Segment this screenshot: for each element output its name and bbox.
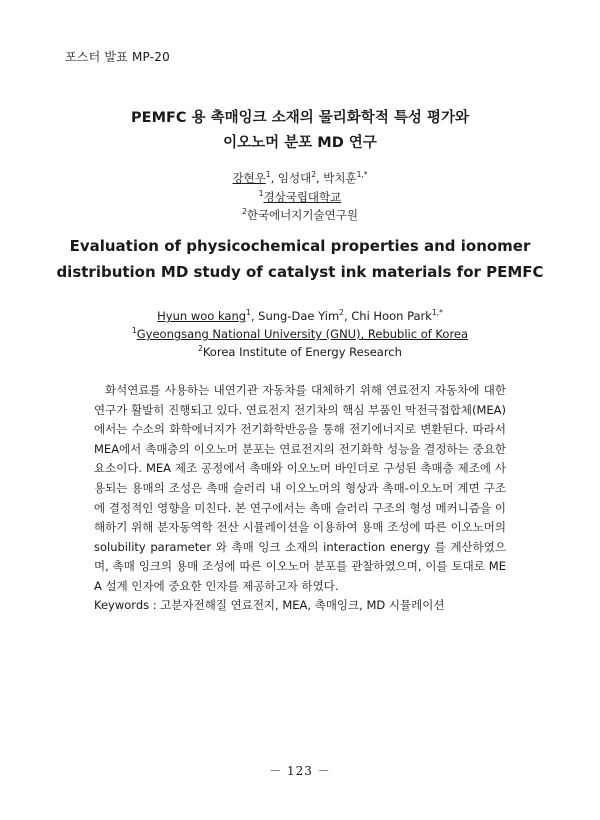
korean-author-1: 강현우 <box>232 171 266 185</box>
korean-author-3: 박치훈 <box>323 171 357 185</box>
english-affiliation-1-sup: 1 <box>131 326 137 336</box>
korean-affiliation-1-text: 경상국립대학교 <box>263 190 342 204</box>
abstract-body: 화석연료를 사용하는 내연기관 자동차를 대체하기 위해 연료전지 자동차에 대한 연구가 활발히 진행되고 있다. 연료전지 전기차의 핵심 부품인 막전극접합체(MEA)에서는 수소의 화학에너지가 전기화학반응을 통해 전기에너지로 변환된다. 따라서 MEA에서 촉매층의 이오노머 분포는 연료전지의 전기화학 성능을 결정하는 중요한 요소이다. MEA 제조 공정에서 촉매와 이오노머 바인더로 구성된 촉매층 제조에 사용되는 용매의 조성은 촉매 슬러리 내 이오노머의 형상과 촉매-이오노머 계면 구조에 결정적인 영향을 미친다. 본 연구에서는 촉매 슬러리 구조의 형성 메커니즘을 이해하기 위해 분자동역학 전산 시뮬레이션을 이용하여 용매 조성에 따른 이오노머의 solubility parameter 와 촉매 잉크 소재의 interaction energy 를 계산하였으며, 촉매 잉크의 용매 조성에 따른 이오노머 분포를 관찰하였으며, 이를 토대로 MEA 설계 인자에 중요한 인자를 제공하고자 하였다. <box>94 383 506 593</box>
english-author-1-sup: 1 <box>246 308 251 318</box>
english-author-3-sup: 1,* <box>431 308 443 318</box>
korean-title-line2: 이오노머 분포 MD 연구 <box>223 135 377 151</box>
english-affiliation-2 <box>0 345 600 359</box>
keywords: Keywords : 고분자전해질 연료전지, MEA, 촉매잉크, MD 시뮬레이션 <box>94 598 445 612</box>
english-affiliation-2-sup: 2 <box>198 344 203 354</box>
english-author-3: Chi Hoon Park <box>351 309 432 323</box>
english-author-2-sup: 2 <box>339 308 344 318</box>
author-separator: , <box>250 309 259 323</box>
english-affiliation-1-text: Gyeongsang National University (GNU), Rebublic of Korea <box>136 327 469 341</box>
korean-affiliation-1-sup: 1 <box>258 189 264 199</box>
korean-affiliation-2-text: 한국에너지기술연구원 <box>246 208 358 222</box>
english-authors <box>0 309 600 323</box>
korean-author-3-sup: 1,* <box>356 170 368 180</box>
english-affiliation-1 <box>0 327 600 341</box>
korean-author-2: 임성대 <box>277 171 312 185</box>
korean-author-1-sup: 1 <box>265 170 271 180</box>
korean-affiliation-1 <box>0 189 600 205</box>
korean-author-2-sup: 2 <box>311 170 316 180</box>
author-separator: , <box>343 309 352 323</box>
page-number: － 123 － <box>269 764 331 778</box>
korean-authors <box>0 170 600 186</box>
author-separator: , <box>270 171 278 185</box>
korean-affiliation-2 <box>0 207 600 223</box>
english-title-line1: Evaluation of physicochemical properties and ionomer <box>69 237 531 255</box>
english-author-2: Sung-Dae Yim <box>258 309 340 323</box>
english-affiliation-2-text: Korea Institute of Energy Research <box>202 345 402 359</box>
session-tag: 포스터 발표 MP-20 <box>65 50 170 64</box>
author-separator: , <box>315 171 324 185</box>
english-author-1: Hyun woo kang <box>157 309 247 323</box>
korean-affiliation-2-sup: 2 <box>242 207 247 217</box>
korean-title-line1: PEMFC 용 촉매잉크 소재의 물리화학적 특성 평가와 <box>131 110 469 126</box>
english-title-line2: distribution MD study of catalyst ink materials for PEMFC <box>56 263 544 281</box>
